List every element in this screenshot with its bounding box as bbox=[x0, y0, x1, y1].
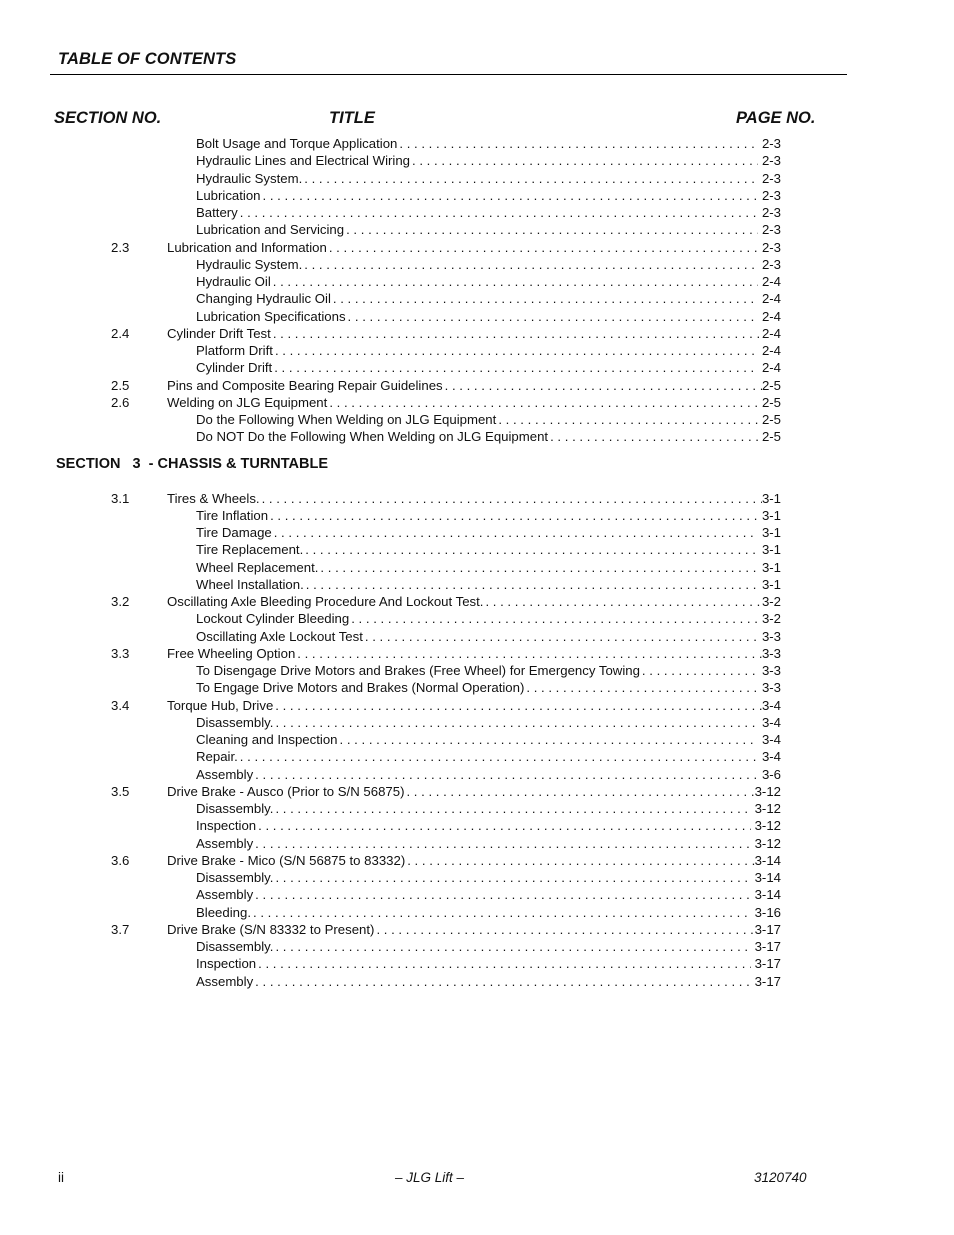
dot-leader bbox=[275, 697, 762, 714]
toc-entry-page: 2-3 bbox=[761, 153, 781, 169]
toc-entry-line bbox=[196, 359, 781, 376]
toc-entry-line bbox=[196, 576, 781, 593]
toc-entry-line bbox=[196, 835, 781, 852]
toc-entry-title: Drive Brake - Mico (S/N 56875 to 83332) bbox=[167, 852, 406, 868]
toc-entry-title: Bleeding. bbox=[196, 904, 251, 920]
toc-entry-line bbox=[196, 273, 781, 290]
toc-entry-line bbox=[167, 377, 781, 394]
toc-subentry[interactable] bbox=[0, 428, 954, 445]
toc-entry-line bbox=[196, 411, 781, 428]
toc-entry-line bbox=[196, 610, 781, 627]
toc-subentry[interactable] bbox=[0, 748, 954, 765]
footer-page-number: ii bbox=[58, 1170, 64, 1185]
dot-leader bbox=[305, 541, 758, 558]
dot-leader bbox=[270, 507, 758, 524]
toc-entry-line bbox=[196, 290, 781, 307]
column-heading-section-no: SECTION NO. bbox=[54, 109, 162, 127]
footer-document-number: 3120740 bbox=[754, 1170, 807, 1185]
toc-entry-title: Drive Brake (S/N 83332 to Present) bbox=[167, 921, 375, 937]
toc-entry-line bbox=[167, 394, 781, 411]
toc-entry-page: 3-3 bbox=[761, 645, 781, 661]
toc-subentry[interactable] bbox=[0, 800, 954, 817]
dot-leader bbox=[329, 394, 762, 411]
toc-subentry[interactable] bbox=[0, 170, 954, 187]
toc-entry-page: 3-3 bbox=[761, 628, 781, 644]
toc-list bbox=[0, 135, 954, 990]
toc-entry-title: Wheel Installation. bbox=[196, 576, 304, 592]
toc-entry-page: 3-17 bbox=[754, 956, 781, 972]
toc-entry-line bbox=[196, 886, 781, 903]
toc-entry-line bbox=[167, 325, 781, 342]
section-heading-label: SECTION 3 - CHASSIS & TURNTABLE bbox=[56, 455, 329, 472]
toc-subentry[interactable] bbox=[0, 524, 954, 541]
toc-entry-number: 2.3 bbox=[111, 239, 130, 255]
dot-leader bbox=[642, 662, 758, 679]
toc-entry-title: To Engage Drive Motors and Brakes (Normal Operation) bbox=[196, 680, 525, 696]
toc-entry-page: 2-5 bbox=[761, 429, 781, 445]
dot-leader bbox=[320, 559, 758, 576]
toc-entry-title: Disassembly. bbox=[196, 801, 274, 816]
toc-entry-line bbox=[196, 135, 781, 152]
dot-leader bbox=[412, 152, 758, 169]
toc-entry-line bbox=[167, 490, 781, 507]
dot-leader bbox=[329, 239, 762, 256]
toc-entry-title: Torque Hub, Drive bbox=[167, 697, 274, 713]
toc-entry-title: Cylinder Drift Test bbox=[167, 325, 271, 341]
header-rule bbox=[50, 74, 847, 75]
toc-entry-title: Battery bbox=[196, 205, 238, 220]
toc-subentry[interactable] bbox=[0, 886, 954, 903]
toc-entry-title: Bolt Usage and Torque Application bbox=[196, 136, 398, 151]
toc-subentry[interactable] bbox=[0, 904, 954, 921]
toc-subentry[interactable] bbox=[0, 679, 954, 696]
column-heading-page-no: PAGE NO. bbox=[736, 109, 816, 127]
dot-leader bbox=[255, 886, 750, 903]
toc-entry-title: Free Wheeling Option bbox=[167, 645, 296, 661]
toc-entry-line bbox=[196, 869, 781, 886]
toc-entry-line bbox=[196, 524, 781, 541]
dot-leader bbox=[258, 817, 750, 834]
dot-leader bbox=[485, 593, 761, 610]
toc-entry-page: 3-17 bbox=[754, 939, 781, 954]
dot-leader bbox=[275, 938, 750, 955]
toc-entry-page: 3-2 bbox=[761, 611, 781, 627]
toc-entry-title: Assembly bbox=[196, 887, 254, 903]
toc-entry-title: To Disengage Drive Motors and Brakes (Free Wheel) for Emergency Towing bbox=[196, 663, 640, 678]
toc-section-entry[interactable] bbox=[0, 490, 954, 507]
toc-entry-title: Cylinder Drift bbox=[196, 360, 273, 376]
toc-entry-line bbox=[167, 852, 781, 869]
toc-subentry[interactable] bbox=[0, 507, 954, 524]
toc-entry-title: Tire Replacement. bbox=[196, 542, 304, 558]
toc-subentry[interactable] bbox=[0, 576, 954, 593]
toc-entry-page: 3-12 bbox=[754, 835, 781, 851]
toc-entry-page: 3-4 bbox=[761, 732, 781, 747]
toc-section-entry[interactable] bbox=[0, 783, 954, 800]
toc-entry-page: 3-14 bbox=[754, 870, 781, 885]
toc-entry-page: 2-3 bbox=[761, 205, 781, 220]
toc-entry-title: Do NOT Do the Following When Welding on JLG Equipment bbox=[196, 429, 549, 445]
toc-entry-number: 3.2 bbox=[111, 594, 130, 609]
toc-entry-line bbox=[196, 256, 781, 273]
toc-entry-page: 3-12 bbox=[754, 801, 781, 816]
toc-entry-line bbox=[196, 679, 781, 696]
toc-entry-page: 2-4 bbox=[761, 274, 781, 289]
toc-subentry[interactable] bbox=[0, 559, 954, 576]
toc-entry-page: 3-1 bbox=[761, 576, 781, 592]
toc-entry-line bbox=[196, 714, 781, 731]
toc-entry-page: 3-4 bbox=[761, 749, 781, 765]
toc-entry-title: Hydraulic Lines and Electrical Wiring bbox=[196, 153, 411, 169]
toc-entry-title: Platform Drift bbox=[196, 343, 273, 358]
toc-entry-title: Changing Hydraulic Oil bbox=[196, 291, 331, 307]
toc-entry-title: Tires & Wheels. bbox=[167, 490, 260, 506]
toc-section-entry[interactable] bbox=[0, 239, 954, 256]
dot-leader bbox=[273, 325, 762, 342]
toc-entry-title: Do the Following When Welding on JLG Equipment bbox=[196, 412, 497, 427]
dot-leader bbox=[255, 835, 750, 852]
toc-subentry[interactable] bbox=[0, 766, 954, 783]
toc-subentry[interactable] bbox=[0, 731, 954, 748]
toc-entry-line bbox=[196, 187, 781, 204]
dot-leader bbox=[346, 221, 758, 238]
toc-entry-page: 3-14 bbox=[754, 852, 781, 868]
toc-entry-title: Assembly bbox=[196, 766, 254, 782]
toc-entry-page: 3-1 bbox=[761, 559, 781, 575]
toc-entry-page: 3-1 bbox=[761, 542, 781, 558]
toc-entry-page: 2-5 bbox=[761, 412, 781, 427]
dot-leader bbox=[255, 766, 758, 783]
toc-entry-line bbox=[167, 645, 781, 662]
toc-entry-number: 2.6 bbox=[111, 394, 130, 410]
toc-entry-line bbox=[167, 239, 781, 256]
toc-entry-page: 3-17 bbox=[754, 921, 781, 937]
toc-entry-page: 2-4 bbox=[761, 325, 781, 341]
toc-entry-line bbox=[196, 748, 781, 765]
toc-entry-page: 3-16 bbox=[754, 904, 781, 920]
toc-entry-line bbox=[196, 800, 781, 817]
dot-leader bbox=[255, 973, 750, 990]
toc-entry-page: 3-4 bbox=[761, 697, 781, 713]
toc-entry-line bbox=[196, 731, 781, 748]
dot-leader bbox=[275, 800, 750, 817]
toc-entry-page: 2-3 bbox=[761, 187, 781, 203]
toc-entry-page: 2-3 bbox=[761, 222, 781, 238]
dot-leader bbox=[348, 308, 758, 325]
toc-subentry[interactable] bbox=[0, 290, 954, 307]
toc-entry-line bbox=[196, 342, 781, 359]
toc-entry-line bbox=[196, 628, 781, 645]
toc-subentry[interactable] bbox=[0, 938, 954, 955]
toc-entry-page: 2-4 bbox=[761, 360, 781, 376]
toc-entry-page: 3-1 bbox=[761, 525, 781, 540]
toc-entry-page: 3-12 bbox=[754, 818, 781, 834]
toc-subentry[interactable] bbox=[0, 835, 954, 852]
toc-entry-title: Inspection bbox=[196, 818, 257, 834]
toc-section-entry[interactable] bbox=[0, 645, 954, 662]
toc-entry-number: 3.4 bbox=[111, 697, 130, 713]
toc-entry-title: Lubrication Specifications bbox=[196, 308, 346, 324]
dot-leader bbox=[263, 187, 758, 204]
toc-subentry[interactable] bbox=[0, 610, 954, 627]
toc-entry-line bbox=[196, 221, 781, 238]
toc-entry-page: 3-3 bbox=[761, 663, 781, 678]
toc-subentry[interactable] bbox=[0, 973, 954, 990]
dot-leader bbox=[376, 921, 754, 938]
toc-subentry[interactable] bbox=[0, 221, 954, 238]
toc-entry-number: 3.5 bbox=[111, 783, 130, 799]
dot-leader bbox=[258, 955, 750, 972]
dot-leader bbox=[365, 628, 758, 645]
toc-entry-title: Cleaning and Inspection bbox=[196, 732, 338, 747]
toc-subentry[interactable] bbox=[0, 955, 954, 972]
toc-entry-page: 2-5 bbox=[761, 377, 781, 393]
toc-entry-line bbox=[196, 938, 781, 955]
dot-leader bbox=[297, 645, 762, 662]
toc-entry-title: Hydraulic System. bbox=[196, 170, 303, 186]
toc-entry-page: 2-4 bbox=[761, 291, 781, 307]
toc-section-entry[interactable] bbox=[0, 394, 954, 411]
toc-entry-title: Hydraulic System. bbox=[196, 256, 303, 272]
toc-subentry[interactable] bbox=[0, 308, 954, 325]
dot-leader bbox=[445, 377, 762, 394]
dot-leader bbox=[526, 679, 758, 696]
toc-entry-number: 3.7 bbox=[111, 921, 130, 937]
toc-entry-page: 2-5 bbox=[761, 394, 781, 410]
toc-entry-line bbox=[196, 766, 781, 783]
toc-entry-number: 2.4 bbox=[111, 325, 130, 341]
toc-entry-line bbox=[196, 973, 781, 990]
toc-entry-title: Oscillating Axle Bleeding Procedure And Lockout Test. bbox=[167, 594, 484, 609]
toc-entry-title: Tire Damage bbox=[196, 525, 272, 540]
toc-subentry[interactable] bbox=[0, 662, 954, 679]
toc-section-entry[interactable] bbox=[0, 377, 954, 394]
toc-entry-line bbox=[167, 783, 781, 800]
toc-subentry[interactable] bbox=[0, 187, 954, 204]
section-heading bbox=[0, 446, 954, 490]
toc-entry-number: 3.3 bbox=[111, 645, 130, 661]
toc-entry-page: 2-4 bbox=[761, 343, 781, 358]
dot-leader bbox=[340, 731, 758, 748]
toc-entry-page: 3-14 bbox=[754, 887, 781, 903]
toc-section-entry[interactable] bbox=[0, 325, 954, 342]
toc-subentry[interactable] bbox=[0, 411, 954, 428]
toc-entry-page: 3-6 bbox=[761, 766, 781, 782]
toc-entry-page: 3-1 bbox=[761, 507, 781, 523]
toc-entry-page: 3-12 bbox=[754, 783, 781, 799]
dot-leader bbox=[274, 524, 758, 541]
toc-section-entry[interactable] bbox=[0, 593, 954, 610]
toc-entry-title: Disassembly. bbox=[196, 939, 274, 954]
dot-leader bbox=[240, 748, 758, 765]
page-header-title: TABLE OF CONTENTS bbox=[58, 50, 237, 68]
toc-entry-title: Lockout Cylinder Bleeding bbox=[196, 611, 350, 627]
toc-entry-page: 3-1 bbox=[761, 490, 781, 506]
toc-entry-title: Oscillating Axle Lockout Test bbox=[196, 628, 363, 644]
toc-entry-title: Repair. bbox=[196, 749, 238, 765]
toc-subentry[interactable] bbox=[0, 135, 954, 152]
toc-entry-page: 2-3 bbox=[761, 170, 781, 186]
toc-section-entry[interactable] bbox=[0, 852, 954, 869]
dot-leader bbox=[407, 852, 754, 869]
dot-leader bbox=[275, 869, 750, 886]
toc-entry-page: 3-4 bbox=[761, 714, 781, 730]
dot-leader bbox=[274, 359, 758, 376]
toc-entry-line bbox=[196, 817, 781, 834]
toc-entry-title: Disassembly. bbox=[196, 714, 274, 730]
toc-entry-line bbox=[196, 152, 781, 169]
toc-entry-title: Wheel Replacement. bbox=[196, 559, 319, 575]
toc-entry-title: Lubrication and Information bbox=[167, 239, 327, 255]
toc-subentry[interactable] bbox=[0, 817, 954, 834]
dot-leader bbox=[498, 411, 758, 428]
toc-entry-line bbox=[167, 697, 781, 714]
toc-subentry[interactable] bbox=[0, 869, 954, 886]
toc-entry-line bbox=[196, 541, 781, 558]
dot-leader bbox=[240, 204, 758, 221]
toc-subentry[interactable] bbox=[0, 541, 954, 558]
dot-leader bbox=[262, 490, 762, 507]
toc-section-entry[interactable] bbox=[0, 921, 954, 938]
toc-entry-line bbox=[196, 507, 781, 524]
dot-leader bbox=[253, 904, 751, 921]
toc-entry-title: Assembly bbox=[196, 835, 254, 851]
toc-entry-title: Assembly bbox=[196, 973, 254, 989]
dot-leader bbox=[304, 256, 758, 273]
toc-entry-title: Lubrication and Servicing bbox=[196, 222, 345, 238]
toc-entry-line bbox=[196, 428, 781, 445]
dot-leader bbox=[306, 576, 758, 593]
toc-entry-title: Disassembly. bbox=[196, 870, 274, 885]
toc-entry-line bbox=[196, 204, 781, 221]
toc-entry-title: Lubrication bbox=[196, 187, 261, 203]
toc-entry-number: 3.1 bbox=[111, 490, 130, 506]
toc-entry-page: 2-4 bbox=[761, 308, 781, 324]
toc-entry-line bbox=[196, 662, 781, 679]
dot-leader bbox=[275, 342, 758, 359]
toc-subentry[interactable] bbox=[0, 342, 954, 359]
toc-entry-title: Pins and Composite Bearing Repair Guidelines bbox=[167, 377, 443, 393]
dot-leader bbox=[333, 290, 758, 307]
toc-entry-line bbox=[196, 559, 781, 576]
toc-entry-page: 3-2 bbox=[761, 594, 781, 609]
dot-leader bbox=[351, 610, 758, 627]
toc-entry-number: 3.6 bbox=[111, 852, 130, 868]
toc-subentry[interactable] bbox=[0, 204, 954, 221]
footer-publisher: – JLG Lift – bbox=[395, 1170, 465, 1185]
toc-entry-page: 2-3 bbox=[761, 136, 781, 151]
toc-entry-title: Tire Inflation bbox=[196, 507, 269, 523]
toc-entry-line bbox=[196, 904, 781, 921]
toc-subentry[interactable] bbox=[0, 359, 954, 376]
toc-entry-line bbox=[167, 593, 781, 610]
toc-entry-title: Drive Brake - Ausco (Prior to S/N 56875) bbox=[167, 783, 405, 799]
toc-entry-line bbox=[196, 308, 781, 325]
toc-entry-title: Inspection bbox=[196, 956, 257, 972]
toc-entry-page: 3-17 bbox=[754, 973, 781, 989]
toc-subentry[interactable] bbox=[0, 714, 954, 731]
toc-subentry[interactable] bbox=[0, 256, 954, 273]
toc-entry-page: 2-3 bbox=[761, 239, 781, 255]
dot-leader bbox=[273, 273, 758, 290]
toc-section-entry[interactable] bbox=[0, 697, 954, 714]
toc-entry-title: Hydraulic Oil bbox=[196, 274, 271, 289]
toc-entry-number: 2.5 bbox=[111, 377, 130, 393]
dot-leader bbox=[550, 428, 758, 445]
toc-subentry[interactable] bbox=[0, 152, 954, 169]
dot-leader bbox=[406, 783, 754, 800]
toc-entry-page: 3-3 bbox=[761, 680, 781, 696]
dot-leader bbox=[275, 714, 758, 731]
toc-entry-page: 2-3 bbox=[761, 256, 781, 272]
column-heading-title: TITLE bbox=[329, 109, 375, 127]
toc-entry-title: Welding on JLG Equipment bbox=[167, 394, 328, 410]
toc-entry-line bbox=[196, 170, 781, 187]
dot-leader bbox=[304, 170, 758, 187]
toc-entry-line bbox=[167, 921, 781, 938]
toc-entry-line bbox=[196, 955, 781, 972]
toc-subentry[interactable] bbox=[0, 628, 954, 645]
toc-subentry[interactable] bbox=[0, 273, 954, 290]
dot-leader bbox=[399, 135, 758, 152]
